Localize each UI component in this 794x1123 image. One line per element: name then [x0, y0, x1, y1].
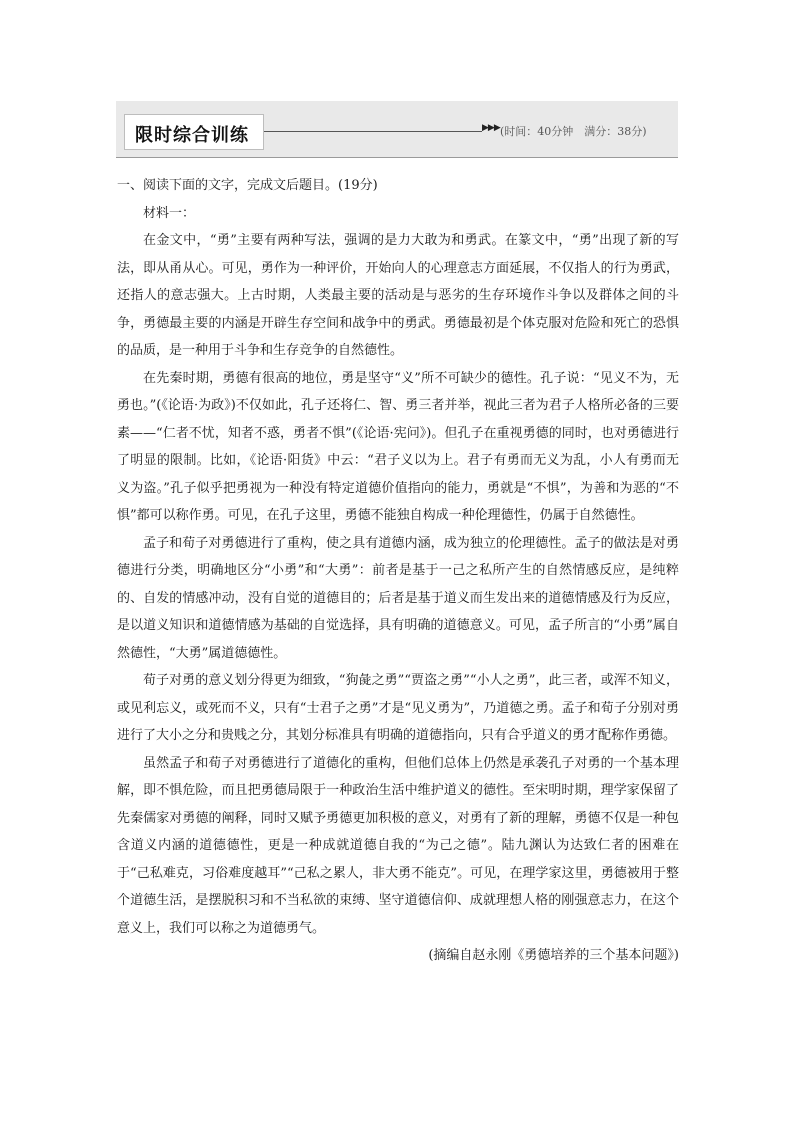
section-header	[116, 101, 678, 157]
paragraph-2: 在先秦时期，勇德有很高的地位，勇是坚守“义”所不可缺少的德性。孔子说：“见义不为，无勇也。”(《论语·为政》)不仅如此，孔子还将仁、智、勇三者并举，视此三者为君子人格所必备的三要素——“仁者不忧，知者不惑，勇者不惧”(《论语·宪问》)。但孔子在重视勇德的同时，也对勇德进行了明显的限制。比如，《论语·阳货》中云：“君子义以为上。君子有勇而无义为乱，小人有勇而无义为盗。”孔子似乎把勇视为一种没有特定道德价值指向的能力，勇就是“不惧”，为善和为恶的“不惧”都可以称作勇。可见，在孔子这里，勇德不能独自构成一种伦理德性，仍属于自然德性。	[117, 370, 679, 523]
source-citation: (摘编自赵永刚《勇德培养的三个基本问题》)	[428, 948, 679, 963]
paragraph-3: 孟子和荀子对勇德进行了重构，使之具有道德内涵，成为独立的伦理德性。孟子的做法是对勇德进行分类，明确地区分“小勇”和“大勇”：前者是基于一己之私所产生的自然情感反应，是纯粹的、自发的情感冲动，没有自觉的道德目的；后者是基于道义而生发出来的道德情感及行为反应，是以道义知识和道德情感为基础的自觉选择，具有明确的道德意义。可见，孟子所言的“小勇”属自然德性，“大勇”属道德德性。	[117, 535, 679, 661]
time-score-info: (时间：40分钟 满分：38分)	[500, 125, 647, 138]
header-bottom-rule	[116, 157, 678, 158]
material-label: 材料一：	[143, 205, 196, 221]
triple-arrow-icon: ▶▶▶	[482, 123, 500, 133]
section-title: 限时综合训练	[135, 125, 249, 146]
paragraph-1: 在金文中，“勇”主要有两种写法，强调的是力大敢为和勇武。在篆文中，“勇”出现了新的写法，即从甬从心。可见，勇作为一种评价，开始向人的心理意志方面延展，不仅指人的行为勇武，还指人的意志强大。上古时期，人类最主要的活动是与恶劣的生存环境作斗争以及群体之间的斗争，勇德最主要的内涵是开辟生存空间和战争中的勇武。勇德最初是个体克服对危险和死亡的恐惧的品质，是一种用于斗争和生存竞争的自然德性。	[117, 233, 679, 358]
paragraph-5: 虽然孟子和荀子对勇德进行了道德化的重构，但他们总体上仍然是承袭孔子对勇的一个基本理解，即不惧危险，而且把勇德局限于一种政治生活中维护道义的德性。至宋明时期，理学家保留了先秦儒家对勇德的阐释，同时又赋予勇德更加积极的意义，对勇有了新的理解，勇德不仅是一种包含道义内涵的道德德性，更是一种成就道德自我的“为己之德”。陆九渊认为达致仁者的困难在于“己私难克，习俗难度越耳”“己私之累人，非大勇不能克”。可见，在理学家这里，勇德被用于整个道德生活，是摆脱积习和不当私欲的束缚、坚守道德信仰、成就理想人格的刚强意志力，在这个意义上，我们可以称之为道德勇气。	[117, 755, 679, 936]
section-title-box	[124, 114, 264, 150]
question-heading: 一、阅读下面的文字，完成文后题目。(19分)	[117, 178, 378, 193]
document-body	[117, 172, 679, 970]
header-divider-line	[264, 131, 482, 132]
paragraph-4: 荀子对勇的意义划分得更为细致，“狗彘之勇”“贾盗之勇”“小人之勇”，此三者，或浑不知义，或见利忘义，或死而不义，只有“士君子之勇”才是“见义勇为”，乃道德之勇。孟子和荀子分别对勇进行了大小之分和贵贱之分，其划分标准具有明确的道德指向，只有合乎道义的勇才配称作勇德。	[117, 673, 679, 743]
